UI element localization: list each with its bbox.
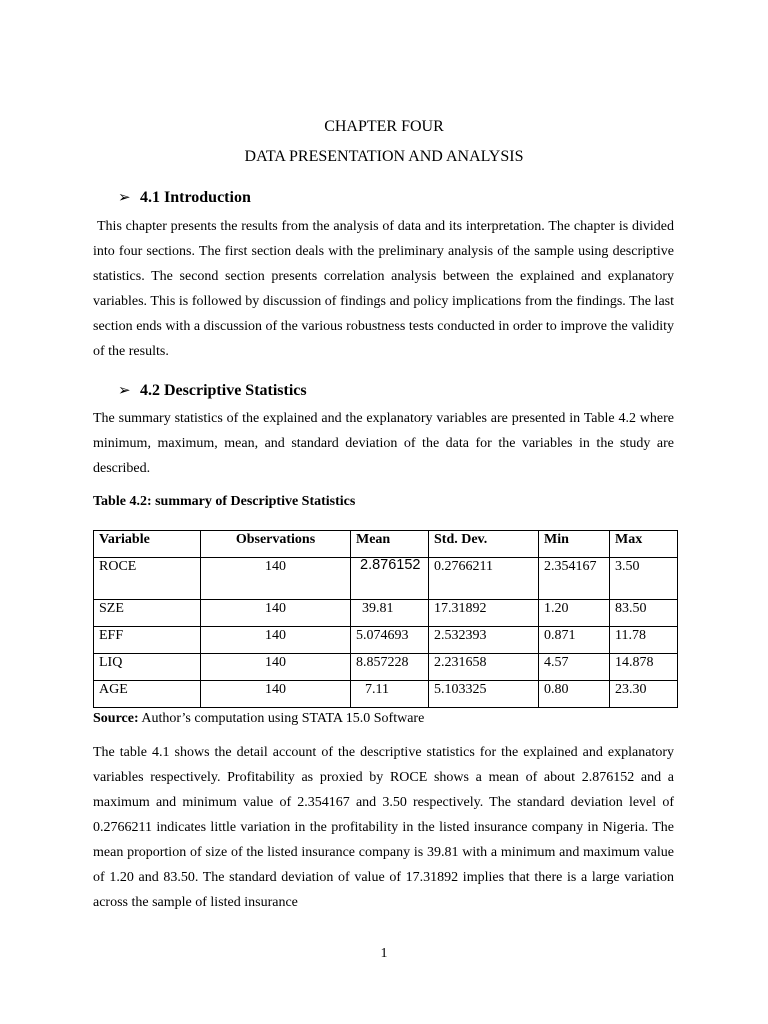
table-row: [94, 681, 678, 708]
cell-mean: 8.857228: [351, 654, 429, 681]
chapter-subtitle: DATA PRESENTATION AND ANALYSIS: [244, 148, 524, 165]
cell-mean: 7.11: [351, 681, 429, 708]
cell-min: 0.871: [539, 627, 610, 654]
header-variable: Variable: [94, 531, 201, 558]
cell-variable: SZE: [94, 600, 201, 627]
cell-max: 14.878: [610, 654, 678, 681]
chapter-title: CHAPTER FOUR: [324, 118, 444, 135]
header-mean: Mean: [351, 531, 429, 558]
cell-max: 23.30: [610, 681, 678, 708]
section-heading-descriptive-statistics: [118, 381, 307, 400]
cell-observations: 140: [201, 654, 351, 681]
table-caption: Table 4.2: summary of Descriptive Statistics: [93, 494, 356, 509]
arrow-bullet-icon: ➢: [118, 381, 131, 399]
cell-variable: ROCE: [94, 558, 201, 600]
cell-observations: 140: [201, 627, 351, 654]
header-min: Min: [539, 531, 610, 558]
page-number: 1: [380, 946, 388, 961]
cell-mean: 2.876152: [351, 558, 429, 600]
section-heading-introduction: [118, 188, 251, 207]
cell-observations: 140: [201, 558, 351, 600]
cell-min: 1.20: [539, 600, 610, 627]
table-row: [94, 654, 678, 681]
arrow-bullet-icon: ➢: [118, 188, 131, 206]
header-max: Max: [610, 531, 678, 558]
descriptive-statistics-paragraph: The summary statistics of the explained and the explanatory variables are presented in Table 4.2 where minimum, maximum, mean, and standard deviation of the data for the variables in the study are described.: [93, 411, 674, 476]
header-observations: Observations: [201, 531, 351, 558]
cell-std-dev: 2.231658: [429, 654, 539, 681]
descriptive-statistics-table: [93, 530, 678, 708]
cell-mean: 39.81: [351, 600, 429, 627]
cell-variable: LIQ: [94, 654, 201, 681]
table-source-note: [93, 711, 424, 727]
table-row: [94, 558, 678, 600]
section-heading-text: 4.1 Introduction: [140, 189, 251, 206]
source-label: Source:: [93, 711, 139, 726]
cell-observations: 140: [201, 681, 351, 708]
cell-max: 3.50: [610, 558, 678, 600]
cell-max: 83.50: [610, 600, 678, 627]
header-std-dev: Std. Dev.: [429, 531, 539, 558]
table-header-row: [94, 531, 678, 558]
cell-min: 0.80: [539, 681, 610, 708]
cell-std-dev: 5.103325: [429, 681, 539, 708]
source-text: Author’s computation using STATA 15.0 Software: [141, 711, 425, 726]
cell-variable: AGE: [94, 681, 201, 708]
table-row: [94, 627, 678, 654]
cell-std-dev: 17.31892: [429, 600, 539, 627]
table-row: [94, 600, 678, 627]
introduction-paragraph: This chapter presents the results from the analysis of data and its interpretation. The chapter is divided into four sections. The first section deals with the preliminary analysis of the sample using descriptive statistics. The second section presents correlation analysis between the explained and explanatory variables. This is followed by discussion of findings and policy implications from the findings. The last section ends with a discussion of the various robustness tests conducted in order to improve the validity of the results.: [93, 219, 674, 359]
cell-max: 11.78: [610, 627, 678, 654]
cell-mean: 5.074693: [351, 627, 429, 654]
section-heading-text: 4.2 Descriptive Statistics: [140, 382, 307, 399]
cell-min: 4.57: [539, 654, 610, 681]
cell-min: 2.354167: [539, 558, 610, 600]
cell-std-dev: 2.532393: [429, 627, 539, 654]
cell-std-dev: 0.2766211: [429, 558, 539, 600]
cell-variable: EFF: [94, 627, 201, 654]
cell-observations: 140: [201, 600, 351, 627]
analysis-paragraph: The table 4.1 shows the detail account of the descriptive statistics for the explained and explanatory variables respectively. Profitability as proxied by ROCE shows a mean of about 2.876152 and a maximum and minimum value of 2.354167 and 3.50 respectively. The standard deviation level of 0.2766211 indicates little variation in the profitability in the listed insurance company in Nigeria. The mean proportion of size of the listed insurance company is 39.81 with a minimum and maximum value of 1.20 and 83.50. The standard deviation of value of 17.31892 implies that there is a large variation across the sample of listed insurance: [93, 745, 674, 910]
